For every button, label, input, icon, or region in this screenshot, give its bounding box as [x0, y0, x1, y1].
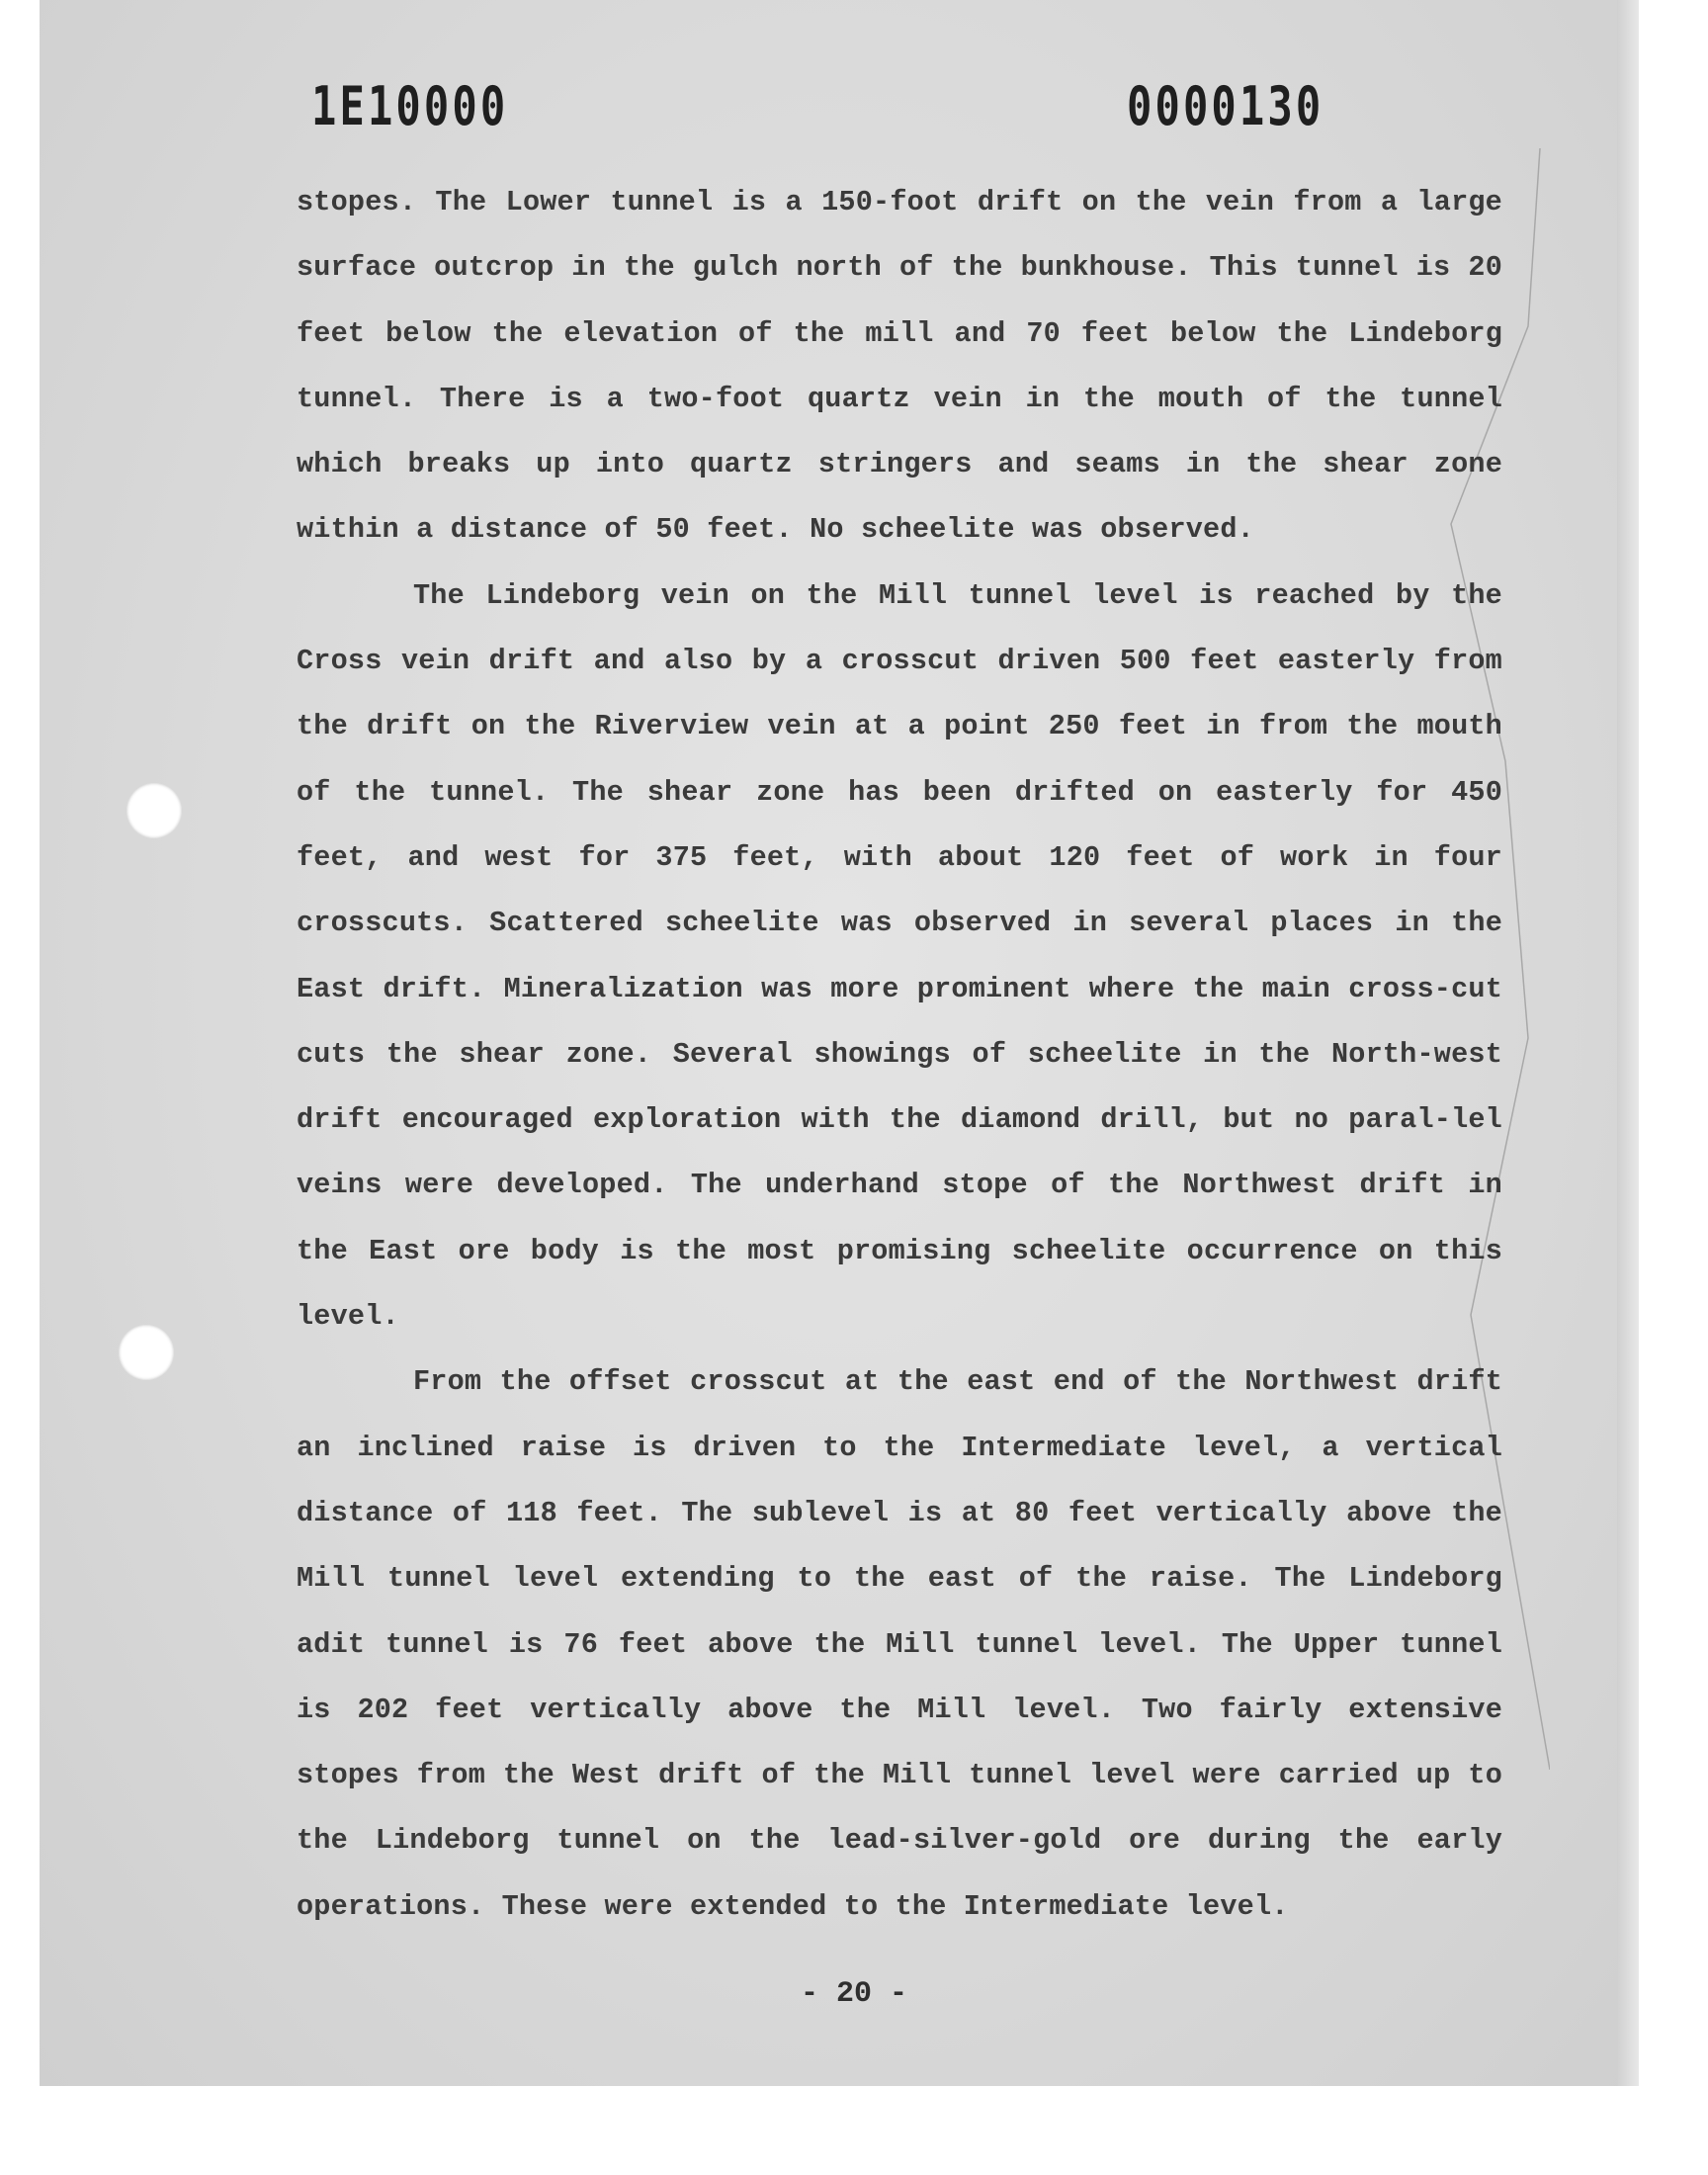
paragraph-lower-tunnel: stopes. The Lower tunnel is a 150-foot drift on the vein from a large surface outcrop in the gulch north of the bunkhouse. This tunnel is 20 feet below the elevation of the mill and 70 feet below the Lindeborg tunnel. There is a two-foot quartz vein in the mouth of the tunnel which breaks up into quartz stringers and seams in the shear zone within a distance of 50 feet. No scheelite was observed. — [297, 186, 1502, 547]
page-number: - 20 - — [800, 1977, 908, 2011]
punch-hole-upper — [127, 783, 182, 838]
punch-hole-lower — [119, 1325, 174, 1380]
document-id-stamp: 1E10000 — [311, 75, 509, 137]
page-edge-shadow — [1617, 0, 1639, 2086]
document-body — [297, 170, 1502, 1940]
paragraph-lindeborg-vein: The Lindeborg vein on the Mill tunnel level is reached by the Cross vein drift and also by a crosscut driven 500 feet easterly from the drift on the Riverview vein at a point 250 feet in from the mouth of the tunnel. The shear zone has been drifted on easterly for 450 feet, and west for 375 feet, with about 120 feet of work in four crosscuts. Scattered scheelite was observed in several places in the East drift. Mineralization was more prominent where the main cross-cut cuts the shear zone. Several showings of scheelite in the North-west drift encouraged exploration with the diamond drill, but no paral-lel veins were developed. The underhand stope of the Northwest drift in the East ore body is the most promising scheelite occurrence on this level. — [297, 578, 1502, 1334]
page-serial-stamp: 0000130 — [1127, 75, 1324, 137]
paragraph-offset-crosscut: From the offset crosscut at the east end of the Northwest drift an inclined raise is driven to the Intermediate level, a vertical distance of 118 feet. The sublevel is at 80 feet vertically above the Mill tunnel level extending to the east of the raise. The Lindeborg adit tunnel is 76 feet above the Mill tunnel level. The Upper tunnel is 202 feet vertically above the Mill level. Two fairly extensive stopes from the West drift of the Mill tunnel level were carried up to the Lindeborg tunnel on the lead-silver-gold ore during the early operations. These were extended to the Intermediate level. — [297, 1365, 1502, 1923]
